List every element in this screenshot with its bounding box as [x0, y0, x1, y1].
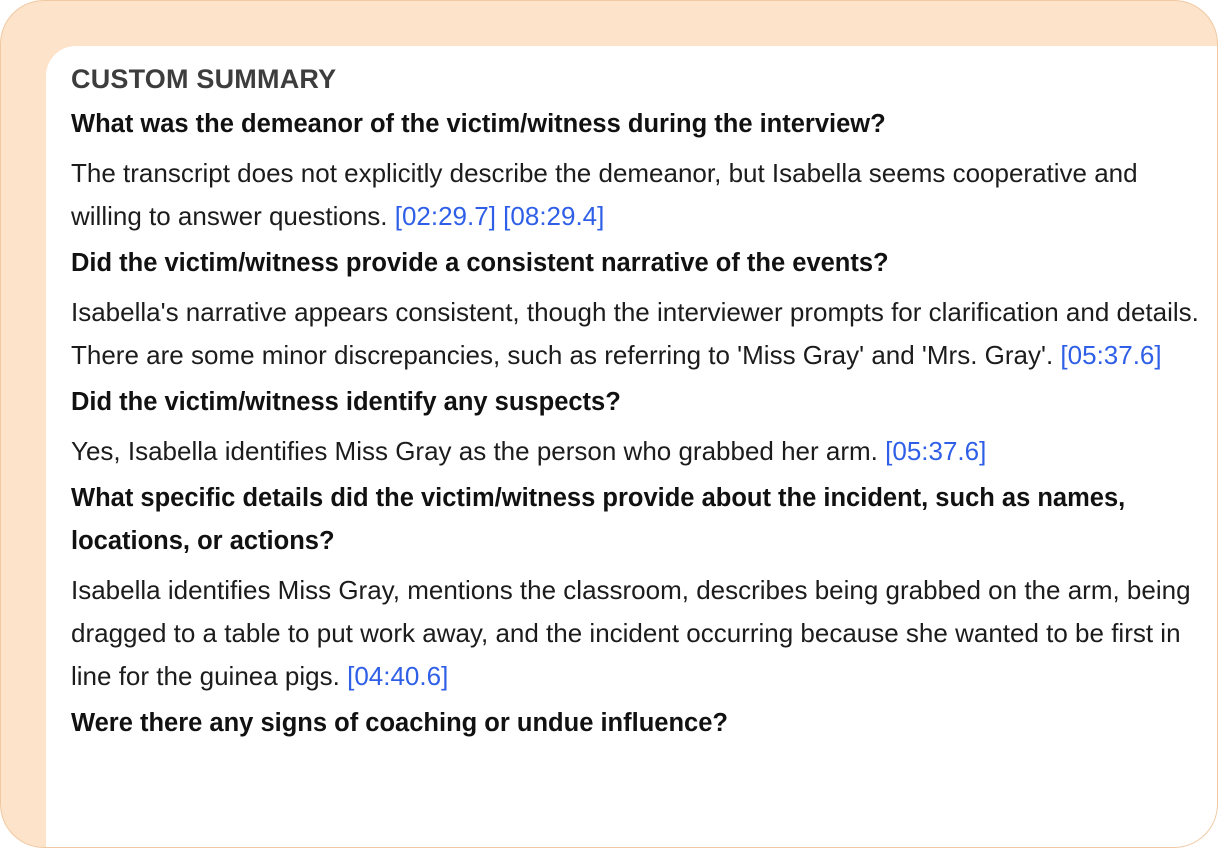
timestamp-link[interactable]: [04:40.6]: [347, 661, 449, 691]
qa-item: [71, 381, 1218, 473]
answer-text: [71, 152, 1201, 238]
question-text: What was the demeanor of the victim/witness during the interview?: [71, 110, 886, 138]
question-text: Were there any signs of coaching or undue influence?: [71, 709, 728, 737]
question-text: Did the victim/witness identify any suspects?: [71, 388, 621, 416]
answer-body: The transcript does not explicitly describe the demeanor, but Isabella seems cooperative and willing to answer questions.: [71, 158, 1138, 231]
qa-item: [71, 702, 1218, 745]
answer-body: Yes, Isabella identifies Miss Gray as the person who grabbed her arm.: [71, 436, 878, 466]
answer-text: [71, 569, 1201, 698]
answer-text: [71, 291, 1201, 377]
answer-body: Isabella's narrative appears consistent, though the interviewer prompts for clarification and details. There are some minor discrepancies, such as referring to 'Miss Gray' and 'Mrs. Gray'.: [71, 297, 1199, 370]
timestamp-link[interactable]: [02:29.7]: [394, 201, 496, 231]
question-text: Did the victim/witness provide a consistent narrative of the events?: [71, 249, 889, 277]
timestamp-link[interactable]: [08:29.4]: [503, 201, 605, 231]
timestamp-link[interactable]: [05:37.6]: [885, 436, 987, 466]
answer-text: [71, 430, 1201, 473]
qa-item: [71, 477, 1218, 698]
answer-body: Isabella identifies Miss Gray, mentions the classroom, describes being grabbed on the arm, being dragged to a table to put work away, and the incident occurring because she wanted to be first in line for the guinea pigs.: [71, 575, 1191, 691]
summary-panel: [46, 46, 1218, 848]
qa-item: [71, 242, 1218, 377]
question-text: What specific details did the victim/witness provide about the incident, such as names, locations, or actions?: [71, 484, 1126, 555]
timestamp-link[interactable]: [05:37.6]: [1060, 340, 1162, 370]
summary-title: CUSTOM SUMMARY: [71, 64, 337, 94]
qa-item: [71, 103, 1218, 238]
